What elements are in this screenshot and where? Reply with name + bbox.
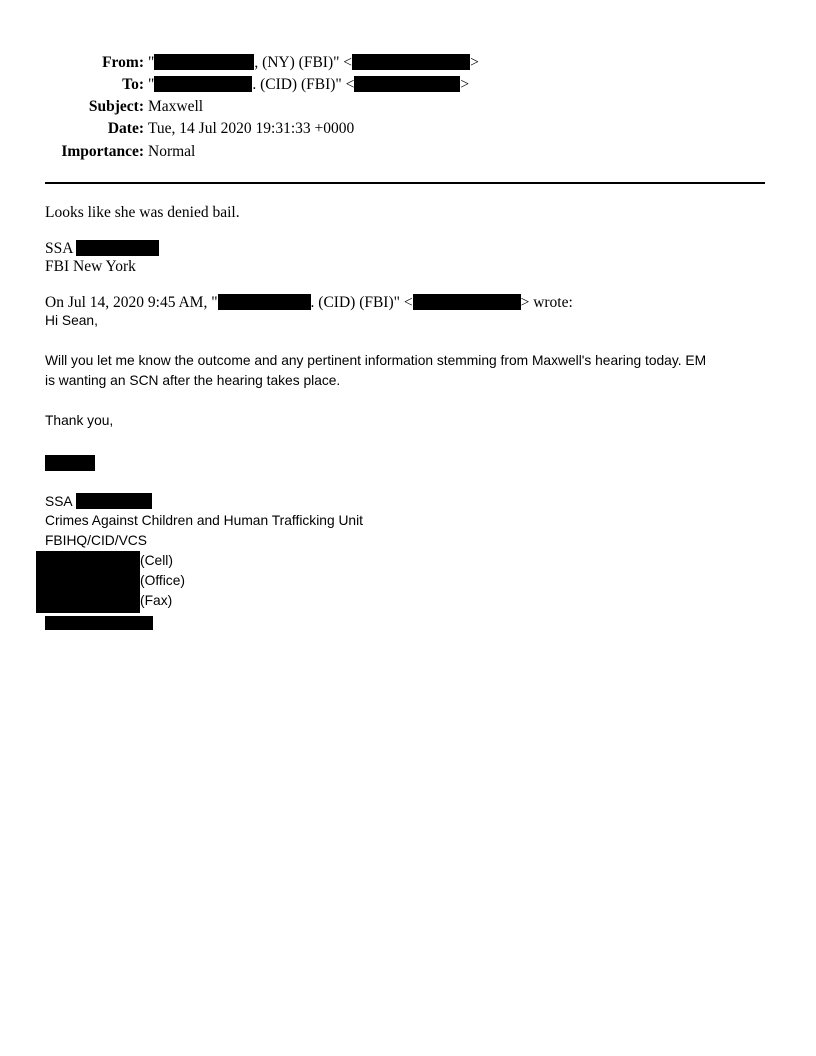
phone-office-label: (Office) xyxy=(140,573,185,588)
redacted-sender-name xyxy=(154,54,254,70)
reply-sig-title: SSA xyxy=(45,240,73,257)
redacted-recipient-name xyxy=(154,76,252,92)
reply-signature-office: FBI New York xyxy=(45,258,136,275)
redacted-reply-sig-name xyxy=(76,240,159,256)
quoted-body-line-2: is wanting an SCN after the hearing takes place. xyxy=(45,373,341,388)
to-label: To: xyxy=(122,76,144,93)
quoted-signature-title xyxy=(45,493,152,509)
to-prefix: " xyxy=(148,76,155,93)
from-end: > xyxy=(470,54,479,71)
quoted-intro-mid: . (CID) (FBI)" < xyxy=(310,294,413,311)
to-end: > xyxy=(460,76,470,93)
quoted-closing: Thank you, xyxy=(45,413,114,428)
to-suffix: . (CID) (FBI)" < xyxy=(252,76,355,93)
to-row xyxy=(0,75,816,95)
redacted-quoted-sig-name xyxy=(76,493,152,509)
date-value: Tue, 14 Jul 2020 19:31:33 +0000 xyxy=(148,120,355,137)
redacted-quoted-sender-name xyxy=(218,294,311,310)
quoted-signature-division: FBIHQ/CID/VCS xyxy=(45,533,147,548)
importance-row xyxy=(0,142,816,162)
importance-label: Importance: xyxy=(61,143,144,160)
redacted-recipient-email xyxy=(354,76,460,92)
quoted-greeting: Hi Sean, xyxy=(45,313,98,328)
redacted-quoted-sender-email xyxy=(413,294,521,310)
reply-body: Looks like she was denied bail. xyxy=(45,204,240,221)
quoted-sig-title: SSA xyxy=(45,494,72,509)
from-label: From: xyxy=(102,54,144,71)
redacted-email-address xyxy=(45,616,153,630)
redacted-sender-signature xyxy=(45,455,95,471)
header-divider xyxy=(45,182,765,184)
from-row xyxy=(0,53,816,73)
phone-fax-label: (Fax) xyxy=(140,593,173,608)
redacted-sender-email xyxy=(352,54,470,70)
phone-cell-label: (Cell) xyxy=(140,553,173,568)
quoted-intro xyxy=(45,294,573,312)
quoted-body-line-1: Will you let me know the outcome and any pertinent information stemming from Maxwell's hearing today. EM xyxy=(45,353,707,368)
quoted-intro-prefix: On Jul 14, 2020 9:45 AM, " xyxy=(45,294,218,311)
quoted-signature-unit: Crimes Against Children and Human Trafficking Unit xyxy=(45,513,363,528)
from-prefix: " xyxy=(148,54,155,71)
date-label: Date: xyxy=(107,120,144,137)
importance-value: Normal xyxy=(148,143,196,160)
quoted-intro-suffix: > wrote: xyxy=(520,294,573,311)
subject-label: Subject: xyxy=(88,98,144,115)
from-suffix: , (NY) (FBI)" < xyxy=(254,54,353,71)
redacted-phone-numbers xyxy=(36,551,140,613)
subject-value: Maxwell xyxy=(148,98,204,115)
reply-signature-title xyxy=(45,240,159,258)
date-row xyxy=(0,119,816,139)
subject-row xyxy=(0,97,816,117)
